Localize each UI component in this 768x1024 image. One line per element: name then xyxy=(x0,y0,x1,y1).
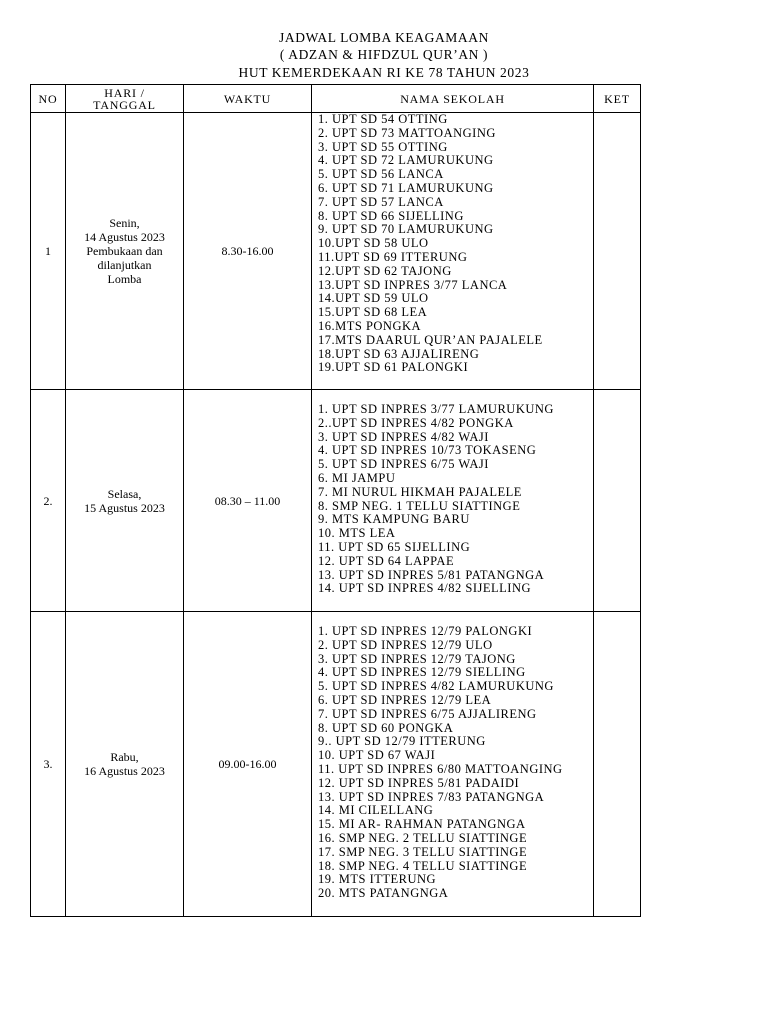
list-item: 1. UPT SD 54 OTTING xyxy=(318,113,448,126)
cell-school-list xyxy=(312,612,594,917)
list-item: 9. UPT SD 70 LAMURUKUNG xyxy=(318,223,494,237)
document-title: JADWAL LOMBA KEAGAMAAN xyxy=(279,30,489,45)
list-item: 13. UPT SD INPRES 5/81 PATANGNGA xyxy=(318,568,545,582)
cell-school-list xyxy=(312,390,594,612)
list-item: 7. UPT SD 57 LANCA xyxy=(318,195,444,209)
list-item: 12. UPT SD INPRES 5/81 PADAIDI xyxy=(318,776,520,790)
list-item: 20. MTS PATANGNGA xyxy=(318,887,449,901)
list-item: 15. MI AR- RAHMAN PATANGNGA xyxy=(318,818,526,832)
list-item: 18.UPT SD 63 AJJALIRENG xyxy=(318,347,480,361)
column-header-ket: KET xyxy=(594,85,641,113)
list-item: 2. UPT SD 73 MATTOANGING xyxy=(318,126,496,140)
list-item: 13. UPT SD INPRES 7/83 PATANGNGA xyxy=(318,790,545,804)
list-item: 11.UPT SD 69 ITTERUNG xyxy=(318,250,468,264)
cell-no: 1 xyxy=(31,113,66,390)
list-item: 14. UPT SD INPRES 4/82 SIJELLING xyxy=(318,582,532,596)
list-item: 19. MTS ITTERUNG xyxy=(318,873,437,887)
list-item: 3. UPT SD INPRES 12/79 TAJONG xyxy=(318,652,516,666)
list-item: 4. UPT SD INPRES 12/79 SIELLING xyxy=(318,666,526,680)
school-list xyxy=(318,625,593,901)
list-item: 17.MTS DAARUL QUR’AN PAJALELE xyxy=(318,333,543,347)
list-item: 6. MI JAMPU xyxy=(318,471,396,485)
list-item: 17. SMP NEG. 3 TELLU SIATTINGE xyxy=(318,845,528,859)
day-date-line: 14 Agustus 2023 xyxy=(84,230,165,244)
list-item: 10.UPT SD 58 ULO xyxy=(318,237,429,251)
list-item: 15.UPT SD 68 LEA xyxy=(318,306,428,320)
cell-day-date xyxy=(66,612,184,917)
day-date-line: Lomba xyxy=(107,272,142,286)
list-item: 10. UPT SD 67 WAJI xyxy=(318,749,436,763)
list-item: 1. UPT SD INPRES 12/79 PALONGKI xyxy=(318,625,533,638)
column-header-school: NAMA SEKOLAH xyxy=(312,85,594,113)
cell-time: 09.00-16.00 xyxy=(184,612,312,917)
list-item: 8. UPT SD 60 PONGKA xyxy=(318,721,454,735)
list-item: 9. MTS KAMPUNG BARU xyxy=(318,513,470,527)
cell-ket xyxy=(594,612,641,917)
table-header-row xyxy=(31,85,641,113)
list-item: 2..UPT SD INPRES 4/82 PONGKA xyxy=(318,416,514,430)
school-list xyxy=(318,403,593,596)
cell-day-date xyxy=(66,390,184,612)
list-item: 4. UPT SD 72 LAMURUKUNG xyxy=(318,154,494,168)
list-item: 10. MTS LEA xyxy=(318,527,396,541)
list-item: 16. SMP NEG. 2 TELLU SIATTINGE xyxy=(318,831,528,845)
list-item: 7. UPT SD INPRES 6/75 AJJALIRENG xyxy=(318,707,537,721)
cell-no: 3. xyxy=(31,612,66,917)
list-item: 13.UPT SD INPRES 3/77 LANCA xyxy=(318,278,508,292)
cell-day-date xyxy=(66,113,184,390)
list-item: 2. UPT SD INPRES 12/79 ULO xyxy=(318,638,493,652)
school-list xyxy=(318,113,593,375)
table-row xyxy=(31,113,641,390)
list-item: 14.UPT SD 59 ULO xyxy=(318,292,429,306)
list-item: 12. UPT SD 64 LAPPAE xyxy=(318,554,455,568)
list-item: 16.MTS PONGKA xyxy=(318,319,422,333)
day-date-line: Pembukaan dan xyxy=(86,244,163,258)
list-item: 19.UPT SD 61 PALONGKI xyxy=(318,361,469,375)
column-header-day xyxy=(66,85,184,113)
list-item: 3. UPT SD 55 OTTING xyxy=(318,140,448,154)
day-date-line: Selasa, xyxy=(107,486,142,501)
list-item: 6. UPT SD 71 LAMURUKUNG xyxy=(318,181,494,195)
cell-ket xyxy=(594,390,641,612)
list-item: 11. UPT SD INPRES 6/80 MATTOANGING xyxy=(318,762,563,776)
list-item: 1. UPT SD INPRES 3/77 LAMURUKUNG xyxy=(318,403,554,416)
list-item: 6. UPT SD INPRES 12/79 LEA xyxy=(318,693,492,707)
day-date-line: Rabu, xyxy=(110,750,139,764)
day-date-line: 16 Agustus 2023 xyxy=(84,764,165,778)
day-date-line: 15 Agustus 2023 xyxy=(84,500,165,515)
list-item: 5. UPT SD INPRES 4/82 LAMURUKUNG xyxy=(318,680,554,694)
document-event-line: HUT KEMERDEKAAN RI KE 78 TAHUN 2023 xyxy=(238,65,530,80)
table-row xyxy=(31,390,641,612)
list-item: 14. MI CILELLANG xyxy=(318,804,434,818)
day-date-line: dilanjutkan xyxy=(97,258,152,272)
column-header-time: WAKTU xyxy=(184,85,312,113)
cell-no: 2. xyxy=(31,390,66,612)
column-header-no: NO xyxy=(31,85,66,113)
table-row xyxy=(31,612,641,917)
list-item: 8. SMP NEG. 1 TELLU SIATTINGE xyxy=(318,499,521,513)
cell-time: 8.30-16.00 xyxy=(184,113,312,390)
document-subtitle: ( ADZAN & HIFDZUL QUR’AN ) xyxy=(279,47,489,62)
list-item: 7. MI NURUL HIKMAH PAJALELE xyxy=(318,485,522,499)
list-item: 3. UPT SD INPRES 4/82 WAJI xyxy=(318,430,489,444)
list-item: 8. UPT SD 66 SIJELLING xyxy=(318,209,464,223)
list-item: 11. UPT SD 65 SIJELLING xyxy=(318,540,471,554)
list-item: 9.. UPT SD 12/79 ITTERUNG xyxy=(318,735,486,749)
cell-ket xyxy=(594,113,641,390)
column-header-day-line2: TANGGAL xyxy=(93,97,156,112)
cell-time: 08.30 – 11.00 xyxy=(184,390,312,612)
list-item: 5. UPT SD 56 LANCA xyxy=(318,168,444,182)
schedule-table xyxy=(30,84,641,917)
list-item: 12.UPT SD 62 TAJONG xyxy=(318,264,452,278)
list-item: 5. UPT SD INPRES 6/75 WAJI xyxy=(318,458,489,472)
column-header-day-line1: HARI / xyxy=(104,85,145,100)
cell-school-list xyxy=(312,113,594,390)
list-item: 4. UPT SD INPRES 10/73 TOKASENG xyxy=(318,444,537,458)
day-date-line: Senin, xyxy=(109,216,140,230)
list-item: 18. SMP NEG. 4 TELLU SIATTINGE xyxy=(318,859,528,873)
